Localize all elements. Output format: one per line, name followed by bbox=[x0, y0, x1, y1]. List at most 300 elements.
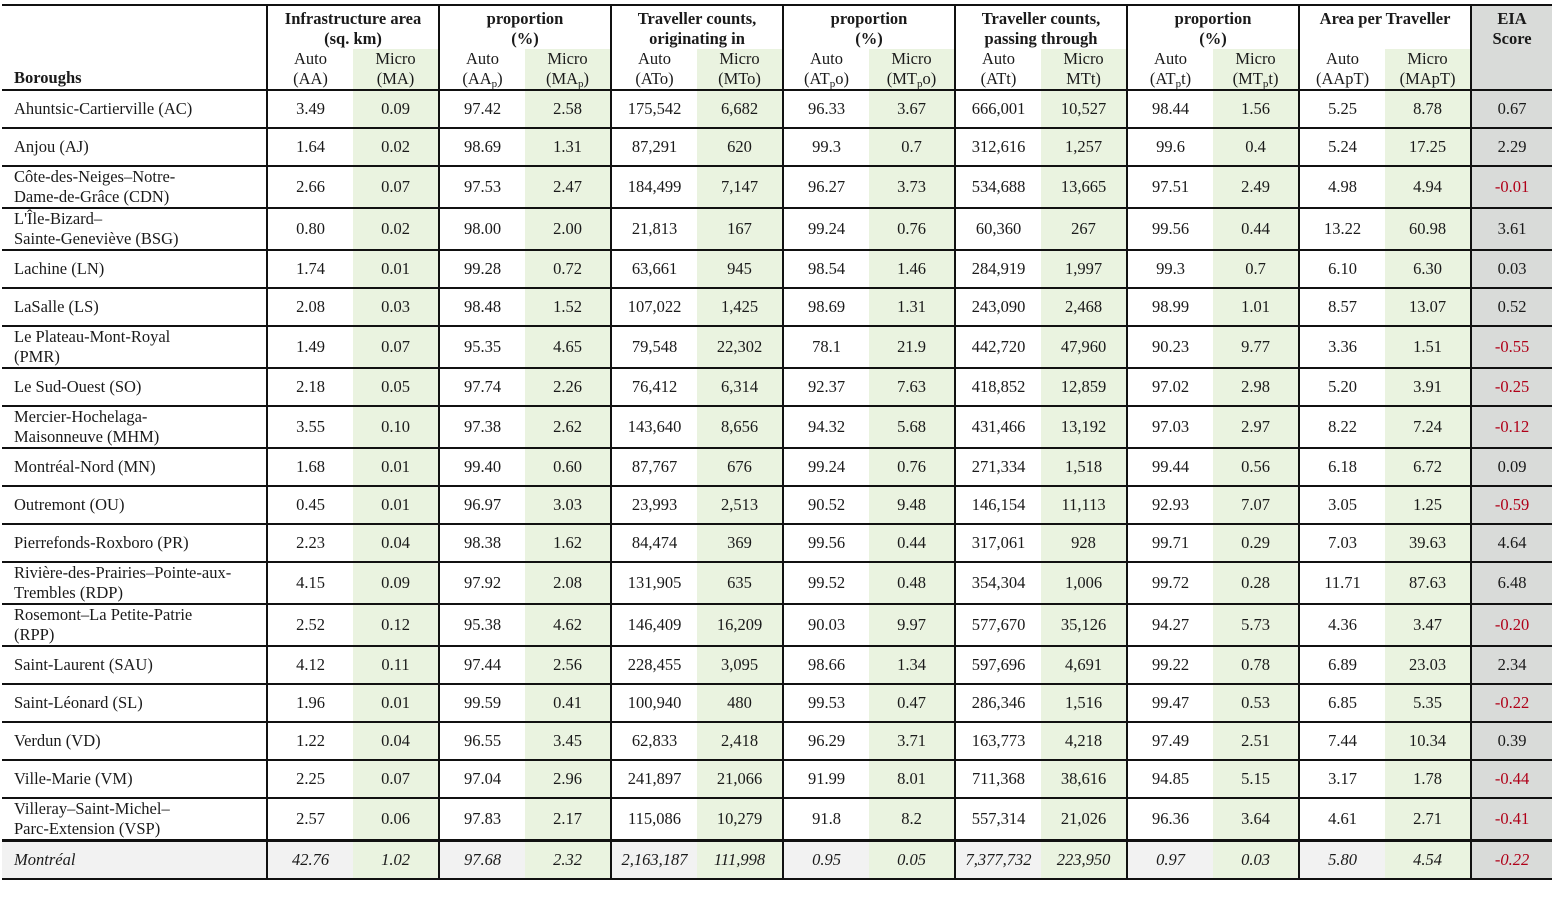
auto-value-cell: 13.22 bbox=[1299, 208, 1385, 250]
auto-value-cell: 271,334 bbox=[955, 448, 1041, 486]
auto-value-cell: 21,813 bbox=[611, 208, 697, 250]
auto-value-cell: 99.52 bbox=[783, 562, 869, 604]
micro-value-cell: 2.51 bbox=[1213, 722, 1299, 760]
auto-value-cell: 1.68 bbox=[267, 448, 353, 486]
auto-value-cell: 97.83 bbox=[439, 798, 525, 841]
borough-name: Le Sud-Ouest (SO) bbox=[14, 377, 142, 396]
micro-value-cell: 635 bbox=[697, 562, 783, 604]
auto-value-cell: 534,688 bbox=[955, 166, 1041, 208]
auto-value-cell: 99.3 bbox=[783, 128, 869, 166]
micro-value-cell: 9.48 bbox=[869, 486, 955, 524]
micro-value-cell: 16,209 bbox=[697, 604, 783, 646]
micro-value-cell: 0.03 bbox=[1213, 841, 1299, 879]
micro-value-cell: 2,468 bbox=[1041, 288, 1127, 326]
auto-value-cell: 97.49 bbox=[1127, 722, 1213, 760]
table-row bbox=[2, 166, 1552, 208]
subheader-abbrev: $(AA_p)$ bbox=[462, 69, 503, 90]
auto-value-cell: 6.10 bbox=[1299, 250, 1385, 288]
auto-value-cell: 0.97 bbox=[1127, 841, 1213, 879]
borough-name: Outremont (OU) bbox=[14, 495, 125, 514]
auto-value-cell: 99.59 bbox=[439, 684, 525, 722]
micro-value-cell: 0.53 bbox=[1213, 684, 1299, 722]
micro-value-cell: 945 bbox=[697, 250, 783, 288]
auto-value-cell: 96.97 bbox=[439, 486, 525, 524]
auto-value-cell: 2.08 bbox=[267, 288, 353, 326]
auto-value-cell: 317,061 bbox=[955, 524, 1041, 562]
micro-value-cell: 369 bbox=[697, 524, 783, 562]
auto-value-cell: 98.44 bbox=[1127, 90, 1213, 128]
auto-value-cell: 98.69 bbox=[439, 128, 525, 166]
micro-value-cell: 0.04 bbox=[353, 524, 439, 562]
auto-value-cell: 442,720 bbox=[955, 326, 1041, 368]
group-header-line: originating in bbox=[649, 29, 745, 48]
micro-value-cell: 0.47 bbox=[869, 684, 955, 722]
auto-value-cell: 0.80 bbox=[267, 208, 353, 250]
micro-value-cell: 6.72 bbox=[1385, 448, 1471, 486]
micro-value-cell: 1.52 bbox=[525, 288, 611, 326]
micro-value-cell: 0.07 bbox=[353, 166, 439, 208]
micro-value-cell: 2.08 bbox=[525, 562, 611, 604]
auto-value-cell: 2.66 bbox=[267, 166, 353, 208]
auto-value-cell: 87,767 bbox=[611, 448, 697, 486]
micro-value-cell: 1,006 bbox=[1041, 562, 1127, 604]
auto-value-cell: 99.24 bbox=[783, 208, 869, 250]
auto-value-cell: 2.25 bbox=[267, 760, 353, 798]
auto-value-cell: 99.3 bbox=[1127, 250, 1213, 288]
borough-name: Côte-des-Neiges–Notre- Dame-de-Grâce (CDN) bbox=[14, 167, 176, 206]
auto-value-cell: 3.05 bbox=[1299, 486, 1385, 524]
auto-value-cell: 3.36 bbox=[1299, 326, 1385, 368]
micro-value-cell: 0.72 bbox=[525, 250, 611, 288]
micro-value-cell: 0.02 bbox=[353, 128, 439, 166]
micro-value-cell: 2.56 bbox=[525, 646, 611, 684]
auto-value-cell: 107,022 bbox=[611, 288, 697, 326]
micro-value-cell: 8,656 bbox=[697, 406, 783, 448]
micro-value-cell: 38,616 bbox=[1041, 760, 1127, 798]
micro-value-cell: 1.25 bbox=[1385, 486, 1471, 524]
table-row bbox=[2, 128, 1552, 166]
auto-value-cell: 91.99 bbox=[783, 760, 869, 798]
micro-value-cell: 4.54 bbox=[1385, 841, 1471, 879]
auto-value-cell: 597,696 bbox=[955, 646, 1041, 684]
auto-value-cell: 97.68 bbox=[439, 841, 525, 879]
borough-name: Verdun (VD) bbox=[14, 731, 101, 750]
subheader-abbrev: $(MA_p)$ bbox=[545, 69, 590, 90]
borough-name: Saint-Léonard (SL) bbox=[14, 693, 143, 712]
micro-value-cell: 676 bbox=[697, 448, 783, 486]
micro-value-cell: 10.34 bbox=[1385, 722, 1471, 760]
micro-value-cell: 6,682 bbox=[697, 90, 783, 128]
eia-score-cell: 6.48 bbox=[1471, 562, 1552, 604]
subheader-abbrev: (AA) bbox=[293, 69, 328, 88]
auto-value-cell: 2.18 bbox=[267, 368, 353, 406]
micro-value-cell: 1.62 bbox=[525, 524, 611, 562]
micro-value-cell: 5.15 bbox=[1213, 760, 1299, 798]
table-row bbox=[2, 448, 1552, 486]
micro-value-cell: 35,126 bbox=[1041, 604, 1127, 646]
eia-score-cell: -0.59 bbox=[1471, 486, 1552, 524]
auto-value-cell: 1.49 bbox=[267, 326, 353, 368]
total-row bbox=[2, 841, 1552, 879]
micro-value-cell: 1.31 bbox=[525, 128, 611, 166]
micro-value-cell: 2.58 bbox=[525, 90, 611, 128]
micro-value-cell: 4.62 bbox=[525, 604, 611, 646]
micro-value-cell: 22,302 bbox=[697, 326, 783, 368]
group-header-area-proportion bbox=[439, 5, 611, 49]
auto-value-cell: 42.76 bbox=[267, 841, 353, 879]
auto-value-cell: 92.93 bbox=[1127, 486, 1213, 524]
auto-value-cell: 577,670 bbox=[955, 604, 1041, 646]
micro-value-cell: 13.07 bbox=[1385, 288, 1471, 326]
micro-value-cell: 3.67 bbox=[869, 90, 955, 128]
micro-value-cell: 0.04 bbox=[353, 722, 439, 760]
auto-value-cell: 63,661 bbox=[611, 250, 697, 288]
auto-value-cell: 143,640 bbox=[611, 406, 697, 448]
eia-score-cell: -0.01 bbox=[1471, 166, 1552, 208]
auto-value-cell: 115,086 bbox=[611, 798, 697, 841]
borough-data-table bbox=[2, 4, 1552, 880]
micro-value-cell: 0.76 bbox=[869, 208, 955, 250]
auto-value-cell: 7,377,732 bbox=[955, 841, 1041, 879]
group-header-line: (%) bbox=[855, 29, 883, 48]
auto-value-cell: 286,346 bbox=[955, 684, 1041, 722]
micro-subheader bbox=[1385, 49, 1471, 90]
micro-value-cell: 0.11 bbox=[353, 646, 439, 684]
auto-value-cell: 2.52 bbox=[267, 604, 353, 646]
micro-value-cell: 0.44 bbox=[869, 524, 955, 562]
micro-value-cell: 5.35 bbox=[1385, 684, 1471, 722]
auto-value-cell: 99.6 bbox=[1127, 128, 1213, 166]
auto-value-cell: 99.24 bbox=[783, 448, 869, 486]
auto-value-cell: 99.44 bbox=[1127, 448, 1213, 486]
table-row bbox=[2, 684, 1552, 722]
subheader-abbrev: MTt) bbox=[1066, 69, 1101, 88]
auto-value-cell: 90.03 bbox=[783, 604, 869, 646]
auto-value-cell: 2.57 bbox=[267, 798, 353, 841]
auto-subheader bbox=[439, 49, 525, 90]
auto-value-cell: 60,360 bbox=[955, 208, 1041, 250]
auto-value-cell: 84,474 bbox=[611, 524, 697, 562]
subheader-abbrev: $(AT_pt)$ bbox=[1149, 69, 1192, 90]
micro-value-cell: 0.76 bbox=[869, 448, 955, 486]
micro-subheader bbox=[697, 49, 783, 90]
auto-value-cell: 92.37 bbox=[783, 368, 869, 406]
auto-value-cell: 4.12 bbox=[267, 646, 353, 684]
auto-value-cell: 5.80 bbox=[1299, 841, 1385, 879]
eia-score-cell: -0.22 bbox=[1471, 841, 1552, 879]
borough-name: Mercier-Hochelaga- Maisonneuve (MHM) bbox=[14, 407, 160, 446]
micro-value-cell: 8.78 bbox=[1385, 90, 1471, 128]
micro-value-cell: 3.03 bbox=[525, 486, 611, 524]
auto-value-cell: 1.22 bbox=[267, 722, 353, 760]
eia-score-cell: -0.12 bbox=[1471, 406, 1552, 448]
micro-value-cell: 0.10 bbox=[353, 406, 439, 448]
eia-header-line: EIA bbox=[1497, 9, 1527, 28]
auto-value-cell: 4.15 bbox=[267, 562, 353, 604]
auto-value-cell: 146,409 bbox=[611, 604, 697, 646]
table-body bbox=[2, 90, 1552, 879]
auto-value-cell: 6.89 bbox=[1299, 646, 1385, 684]
auto-value-cell: 418,852 bbox=[955, 368, 1041, 406]
auto-value-cell: 79,548 bbox=[611, 326, 697, 368]
micro-value-cell: 0.06 bbox=[353, 798, 439, 841]
group-header-line: proportion bbox=[1174, 9, 1252, 28]
auto-value-cell: 4.98 bbox=[1299, 166, 1385, 208]
auto-value-cell: 99.71 bbox=[1127, 524, 1213, 562]
auto-value-cell: 99.47 bbox=[1127, 684, 1213, 722]
micro-value-cell: 167 bbox=[697, 208, 783, 250]
borough-name: Anjou (AJ) bbox=[14, 137, 89, 156]
group-header-area-per-traveller bbox=[1299, 5, 1471, 49]
micro-value-cell: 0.01 bbox=[353, 486, 439, 524]
group-header-line: proportion bbox=[486, 9, 564, 28]
table-container bbox=[2, 4, 1552, 880]
auto-value-cell: 97.02 bbox=[1127, 368, 1213, 406]
auto-value-cell: 97.51 bbox=[1127, 166, 1213, 208]
group-header-originating-proportion bbox=[783, 5, 955, 49]
group-header-line: (%) bbox=[511, 29, 539, 48]
micro-value-cell: 2,513 bbox=[697, 486, 783, 524]
eia-score-cell: 3.61 bbox=[1471, 208, 1552, 250]
micro-value-cell: 1.34 bbox=[869, 646, 955, 684]
micro-value-cell: 0.05 bbox=[869, 841, 955, 879]
auto-value-cell: 99.53 bbox=[783, 684, 869, 722]
micro-value-cell: 7,147 bbox=[697, 166, 783, 208]
eia-score-header bbox=[1471, 5, 1552, 90]
auto-value-cell: 98.48 bbox=[439, 288, 525, 326]
group-header-traveller-counts-passing bbox=[955, 5, 1127, 49]
auto-value-cell: 96.29 bbox=[783, 722, 869, 760]
micro-value-cell: 1,997 bbox=[1041, 250, 1127, 288]
auto-value-cell: 131,905 bbox=[611, 562, 697, 604]
subheader-mode: Micro bbox=[547, 49, 588, 68]
auto-value-cell: 228,455 bbox=[611, 646, 697, 684]
auto-value-cell: 4.36 bbox=[1299, 604, 1385, 646]
micro-value-cell: 13,192 bbox=[1041, 406, 1127, 448]
micro-value-cell: 1.02 bbox=[353, 841, 439, 879]
micro-value-cell: 3.45 bbox=[525, 722, 611, 760]
micro-value-cell: 3.64 bbox=[1213, 798, 1299, 841]
eia-score-cell: 2.29 bbox=[1471, 128, 1552, 166]
micro-value-cell: 5.68 bbox=[869, 406, 955, 448]
auto-value-cell: 97.44 bbox=[439, 646, 525, 684]
subheader-abbrev: (MTo) bbox=[718, 69, 761, 88]
auto-value-cell: 1.74 bbox=[267, 250, 353, 288]
micro-value-cell: 111,998 bbox=[697, 841, 783, 879]
micro-value-cell: 2.97 bbox=[1213, 406, 1299, 448]
micro-value-cell: 4.94 bbox=[1385, 166, 1471, 208]
micro-value-cell: 2.62 bbox=[525, 406, 611, 448]
eia-header-line: Score bbox=[1492, 29, 1532, 48]
auto-value-cell: 7.44 bbox=[1299, 722, 1385, 760]
micro-value-cell: 13,665 bbox=[1041, 166, 1127, 208]
micro-value-cell: 0.09 bbox=[353, 562, 439, 604]
micro-subheader bbox=[353, 49, 439, 90]
auto-value-cell: 4.61 bbox=[1299, 798, 1385, 841]
auto-value-cell: 97.53 bbox=[439, 166, 525, 208]
micro-subheader bbox=[1041, 49, 1127, 90]
auto-value-cell: 241,897 bbox=[611, 760, 697, 798]
borough-name: LaSalle (LS) bbox=[14, 297, 99, 316]
micro-value-cell: 39.63 bbox=[1385, 524, 1471, 562]
micro-value-cell: 620 bbox=[697, 128, 783, 166]
auto-value-cell: 90.23 bbox=[1127, 326, 1213, 368]
micro-value-cell: 0.44 bbox=[1213, 208, 1299, 250]
micro-value-cell: 2.49 bbox=[1213, 166, 1299, 208]
auto-value-cell: 78.1 bbox=[783, 326, 869, 368]
auto-value-cell: 95.35 bbox=[439, 326, 525, 368]
auto-subheader bbox=[783, 49, 869, 90]
borough-name: Saint-Laurent (SAU) bbox=[14, 655, 153, 674]
micro-value-cell: 480 bbox=[697, 684, 783, 722]
subheader-mode: Auto bbox=[1326, 49, 1360, 68]
subheader-mode: Micro bbox=[375, 49, 416, 68]
micro-value-cell: 8.2 bbox=[869, 798, 955, 841]
micro-value-cell: 0.01 bbox=[353, 684, 439, 722]
micro-value-cell: 3.91 bbox=[1385, 368, 1471, 406]
auto-value-cell: 97.03 bbox=[1127, 406, 1213, 448]
micro-value-cell: 0.7 bbox=[869, 128, 955, 166]
micro-value-cell: 23.03 bbox=[1385, 646, 1471, 684]
auto-value-cell: 97.92 bbox=[439, 562, 525, 604]
auto-value-cell: 5.25 bbox=[1299, 90, 1385, 128]
auto-value-cell: 95.38 bbox=[439, 604, 525, 646]
micro-value-cell: 3.71 bbox=[869, 722, 955, 760]
micro-value-cell: 2.32 bbox=[525, 841, 611, 879]
micro-value-cell: 1.56 bbox=[1213, 90, 1299, 128]
table-row bbox=[2, 406, 1552, 448]
table-row bbox=[2, 604, 1552, 646]
eia-score-cell: -0.25 bbox=[1471, 368, 1552, 406]
borough-name: Lachine (LN) bbox=[14, 259, 105, 278]
eia-score-cell: -0.55 bbox=[1471, 326, 1552, 368]
micro-value-cell: 2.98 bbox=[1213, 368, 1299, 406]
group-header-line: passing through bbox=[984, 29, 1098, 48]
auto-value-cell: 99.72 bbox=[1127, 562, 1213, 604]
subheader-abbrev: (MApT) bbox=[1399, 69, 1456, 88]
group-header-passing-proportion bbox=[1127, 5, 1299, 49]
table-row bbox=[2, 562, 1552, 604]
micro-value-cell: 0.60 bbox=[525, 448, 611, 486]
micro-value-cell: 6.30 bbox=[1385, 250, 1471, 288]
auto-value-cell: 5.20 bbox=[1299, 368, 1385, 406]
table-row bbox=[2, 722, 1552, 760]
micro-value-cell: 60.98 bbox=[1385, 208, 1471, 250]
micro-value-cell: 1.78 bbox=[1385, 760, 1471, 798]
micro-value-cell: 1.51 bbox=[1385, 326, 1471, 368]
auto-value-cell: 6.18 bbox=[1299, 448, 1385, 486]
borough-name: L'Île-Bizard– Sainte-Geneviève (BSG) bbox=[14, 209, 179, 248]
table-row bbox=[2, 250, 1552, 288]
micro-value-cell: 7.07 bbox=[1213, 486, 1299, 524]
micro-value-cell: 10,527 bbox=[1041, 90, 1127, 128]
eia-score-cell: 0.67 bbox=[1471, 90, 1552, 128]
micro-value-cell: 2.17 bbox=[525, 798, 611, 841]
micro-value-cell: 1.01 bbox=[1213, 288, 1299, 326]
micro-value-cell: 1,425 bbox=[697, 288, 783, 326]
auto-subheader bbox=[611, 49, 697, 90]
borough-name: Le Plateau-Mont-Royal (PMR) bbox=[14, 327, 171, 366]
micro-value-cell: 0.28 bbox=[1213, 562, 1299, 604]
subheader-mode: Micro bbox=[1063, 49, 1104, 68]
micro-value-cell: 0.7 bbox=[1213, 250, 1299, 288]
micro-value-cell: 0.01 bbox=[353, 448, 439, 486]
table-row bbox=[2, 368, 1552, 406]
eia-score-cell: 2.34 bbox=[1471, 646, 1552, 684]
auto-value-cell: 98.99 bbox=[1127, 288, 1213, 326]
table-row bbox=[2, 326, 1552, 368]
auto-value-cell: 100,940 bbox=[611, 684, 697, 722]
micro-value-cell: 7.24 bbox=[1385, 406, 1471, 448]
micro-value-cell: 21,066 bbox=[697, 760, 783, 798]
micro-value-cell: 6,314 bbox=[697, 368, 783, 406]
auto-value-cell: 1.64 bbox=[267, 128, 353, 166]
subheader-abbrev: $(MT_po)$ bbox=[886, 69, 937, 90]
auto-value-cell: 97.38 bbox=[439, 406, 525, 448]
auto-value-cell: 6.85 bbox=[1299, 684, 1385, 722]
auto-subheader bbox=[1127, 49, 1213, 90]
table-row bbox=[2, 646, 1552, 684]
group-header-line: Traveller counts, bbox=[981, 9, 1101, 28]
eia-score-cell: -0.20 bbox=[1471, 604, 1552, 646]
borough-name: Montréal-Nord (MN) bbox=[14, 457, 156, 476]
auto-value-cell: 99.40 bbox=[439, 448, 525, 486]
auto-value-cell: 98.54 bbox=[783, 250, 869, 288]
auto-subheader bbox=[267, 49, 353, 90]
eia-score-cell: 0.39 bbox=[1471, 722, 1552, 760]
auto-value-cell: 175,542 bbox=[611, 90, 697, 128]
micro-value-cell: 0.07 bbox=[353, 326, 439, 368]
subheader-mode: Micro bbox=[1407, 49, 1448, 68]
micro-value-cell: 1.46 bbox=[869, 250, 955, 288]
borough-name: Ahuntsic-Cartierville (AC) bbox=[14, 99, 193, 118]
micro-value-cell: 0.41 bbox=[525, 684, 611, 722]
subheader-abbrev: $(AT_po)$ bbox=[804, 69, 849, 90]
auto-value-cell: 76,412 bbox=[611, 368, 697, 406]
borough-name: Rosemont–La Petite-Patrie (RPP) bbox=[14, 605, 193, 644]
auto-value-cell: 98.69 bbox=[783, 288, 869, 326]
table-row bbox=[2, 798, 1552, 841]
auto-value-cell: 312,616 bbox=[955, 128, 1041, 166]
eia-score-cell: 0.09 bbox=[1471, 448, 1552, 486]
subheader-mode: Micro bbox=[719, 49, 760, 68]
micro-value-cell: 12,859 bbox=[1041, 368, 1127, 406]
micro-value-cell: 0.02 bbox=[353, 208, 439, 250]
micro-value-cell: 8.01 bbox=[869, 760, 955, 798]
auto-value-cell: 99.56 bbox=[1127, 208, 1213, 250]
auto-value-cell: 354,304 bbox=[955, 562, 1041, 604]
group-header-line: (sq. km) bbox=[324, 29, 382, 48]
group-header-traveller-counts-originating bbox=[611, 5, 783, 49]
auto-value-cell: 146,154 bbox=[955, 486, 1041, 524]
borough-name: Pierrefonds-Roxboro (PR) bbox=[14, 533, 189, 552]
subheader-abbrev: (ATt) bbox=[980, 69, 1017, 88]
group-header-line: Infrastructure area bbox=[284, 9, 422, 28]
auto-value-cell: 11.71 bbox=[1299, 562, 1385, 604]
auto-value-cell: 62,833 bbox=[611, 722, 697, 760]
auto-value-cell: 1.96 bbox=[267, 684, 353, 722]
eia-score-cell: -0.22 bbox=[1471, 684, 1552, 722]
micro-value-cell: 0.78 bbox=[1213, 646, 1299, 684]
auto-subheader bbox=[955, 49, 1041, 90]
eia-score-cell: 0.03 bbox=[1471, 250, 1552, 288]
micro-value-cell: 3,095 bbox=[697, 646, 783, 684]
micro-value-cell: 0.05 bbox=[353, 368, 439, 406]
subheader-mode: Auto bbox=[982, 49, 1016, 68]
table-row bbox=[2, 208, 1552, 250]
subheader-mode: Auto bbox=[294, 49, 327, 68]
micro-value-cell: 0.07 bbox=[353, 760, 439, 798]
